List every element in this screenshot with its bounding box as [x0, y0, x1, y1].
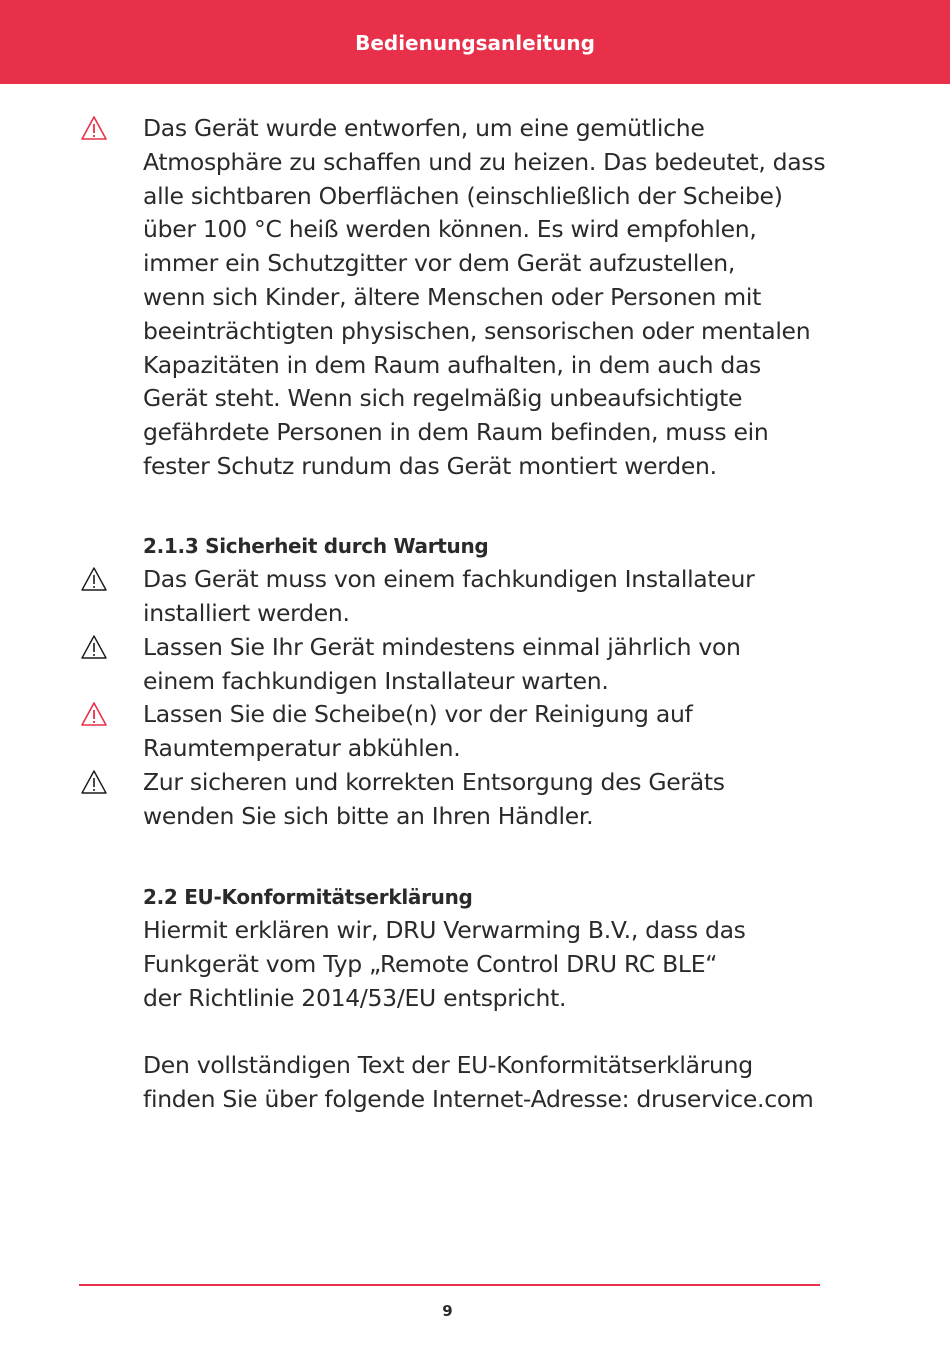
intro-line: Kapazitäten in dem Raum aufhalten, in dem auch das	[143, 350, 761, 379]
item-line: installiert werden.	[143, 598, 350, 627]
item-line: einem fachkundigen Installateur warten.	[143, 666, 609, 695]
conformity-link-paragraph	[143, 1049, 873, 1117]
warning-triangle-black-icon	[80, 566, 108, 592]
warning-triangle-black-icon	[80, 769, 108, 795]
section-heading-wartung: 2.1.3 Sicherheit durch Wartung	[143, 534, 489, 558]
para-line: der Richtlinie 2014/53/EU entspricht.	[143, 983, 567, 1012]
para-line: finden Sie über folgende Internet-Adresse: druservice.com	[143, 1084, 814, 1113]
page-number: 9	[442, 1302, 453, 1320]
intro-line: Das Gerät wurde entworfen, um eine gemütliche	[143, 114, 705, 142]
intro-line: gefährdete Personen in dem Raum befinden, muss ein	[143, 418, 769, 447]
para-line: Den vollständigen Text der EU-Konformitätserklärung	[143, 1051, 753, 1079]
page-title: Bedienungsanleitung	[355, 31, 595, 55]
para-line: Funkgerät vom Typ „Remote Control DRU RC BLE“	[143, 949, 718, 978]
list-item	[143, 631, 873, 699]
conformity-paragraph	[143, 914, 873, 1015]
list-item	[143, 698, 873, 766]
footer-divider	[79, 1284, 820, 1286]
warning-triangle-red-icon	[80, 701, 108, 727]
warning-triangle-black-icon	[80, 634, 108, 660]
intro-line: fester Schutz rundum das Gerät montiert werden.	[143, 451, 717, 480]
intro-line: immer ein Schutzgitter vor dem Gerät aufzustellen,	[143, 249, 736, 278]
item-line: Raumtemperatur abkühlen.	[143, 733, 461, 762]
list-item	[143, 766, 873, 834]
section-heading-konformitaet: 2.2 EU-Konformitätserklärung	[143, 885, 473, 909]
intro-line: beeinträchtigten physischen, sensorischen oder mentalen	[143, 316, 811, 345]
para-line: Hiermit erklären wir, DRU Verwarming B.V., dass das	[143, 916, 746, 944]
item-line: Das Gerät muss von einem fachkundigen Installateur	[143, 565, 755, 593]
warning-triangle-red-icon	[80, 115, 108, 141]
list-item	[143, 563, 873, 631]
page-header	[0, 0, 950, 84]
intro-line: alle sichtbaren Oberflächen (einschließlich der Scheibe)	[143, 181, 783, 210]
intro-warning-text	[143, 112, 873, 484]
intro-line: Gerät steht. Wenn sich regelmäßig unbeaufsichtigte	[143, 384, 743, 413]
item-line: Lassen Sie Ihr Gerät mindestens einmal jährlich von	[143, 633, 741, 661]
intro-line: wenn sich Kinder, ältere Menschen oder Personen mit	[143, 282, 761, 311]
item-line: Lassen Sie die Scheibe(n) vor der Reinigung auf	[143, 700, 693, 728]
intro-line: Atmosphäre zu schaffen und zu heizen. Das bedeutet, dass	[143, 147, 826, 176]
item-line: wenden Sie sich bitte an Ihren Händler.	[143, 801, 594, 830]
item-line: Zur sicheren und korrekten Entsorgung des Geräts	[143, 768, 725, 796]
intro-line: über 100 °C heiß werden können. Es wird empfohlen,	[143, 215, 757, 244]
